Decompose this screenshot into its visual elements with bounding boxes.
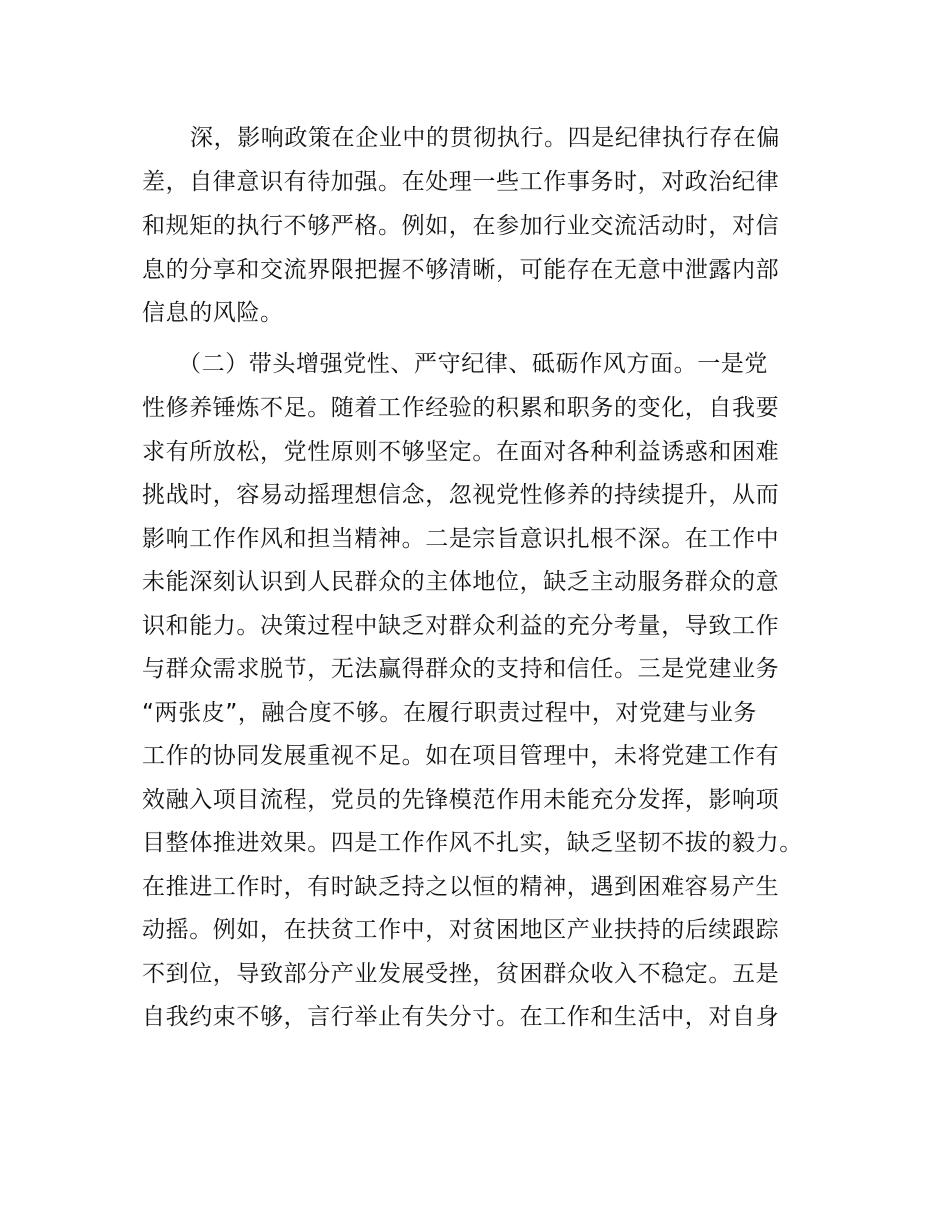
- paragraph-2-line-2: 性修养锤炼不足。随着工作经验的积累和职务的变化，自我要: [142, 395, 780, 421]
- paragraph-2-line-13: 在推进工作时，有时缺乏持之以恒的精神，遇到困难容易产生: [142, 874, 780, 900]
- paragraph-2-line-1: （二）带头增强党性、严守纪律、砥砺作风方面。一是党: [178, 351, 768, 377]
- paragraph-2-line-12: 目整体推进效果。四是工作作风不扎实，缺乏坚韧不拔的毅力。: [142, 830, 803, 856]
- paragraph-2-line-4: 挑战时，容易动摇理想信念，忽视党性修养的持续提升，从而: [142, 482, 780, 508]
- paragraph-2-line-5: 影响工作作风和担当精神。二是宗旨意识扎根不深。在工作中: [142, 526, 780, 552]
- paragraph-2-line-7: 识和能力。决策过程中缺乏对群众利益的充分考量，导致工作: [142, 613, 780, 639]
- paragraph-2-line-6: 未能深刻认识到人民群众的主体地位，缺乏主动服务群众的意: [142, 569, 780, 595]
- paragraph-2-line-16: 自我约束不够，言行举止有失分寸。在工作和生活中，对自身: [142, 1004, 780, 1030]
- paragraph-2-line-10: 工作的协同发展重视不足。如在项目管理中，未将党建工作有: [142, 743, 780, 769]
- paragraph-1-line-4: 息的分享和交流界限把握不够清晰，可能存在无意中泄露内部: [142, 257, 780, 283]
- paragraph-1-line-1: 深，影响政策在企业中的贯彻执行。四是纪律执行存在偏: [190, 125, 780, 151]
- paragraph-1-line-5: 信息的风险。: [142, 300, 284, 326]
- paragraph-2-line-11: 效融入项目流程，党员的先锋模范作用未能充分发挥，影响项: [142, 787, 780, 813]
- paragraph-2-line-14: 动摇。例如，在扶贫工作中，对贫困地区产业扶持的后续跟踪: [142, 917, 780, 943]
- paragraph-2-line-15: 不到位，导致部分产业发展受挫，贫困群众收入不稳定。五是: [142, 961, 780, 987]
- paragraph-2-line-8: 与群众需求脱节，无法赢得群众的支持和信任。三是党建业务: [142, 656, 780, 682]
- paragraph-1-line-3: 和规矩的执行不够严格。例如，在参加行业交流活动时，对信: [142, 213, 780, 239]
- paragraph-2-line-3: 求有所放松，党性原则不够坚定。在面对各种利益诱惑和困难: [142, 439, 780, 465]
- paragraph-1-line-2: 差，自律意识有待加强。在处理一些工作事务时，对政治纪律: [142, 169, 780, 195]
- paragraph-2-line-9: “两张皮”，融合度不够。在履行职责过程中，对党建与业务: [142, 700, 758, 726]
